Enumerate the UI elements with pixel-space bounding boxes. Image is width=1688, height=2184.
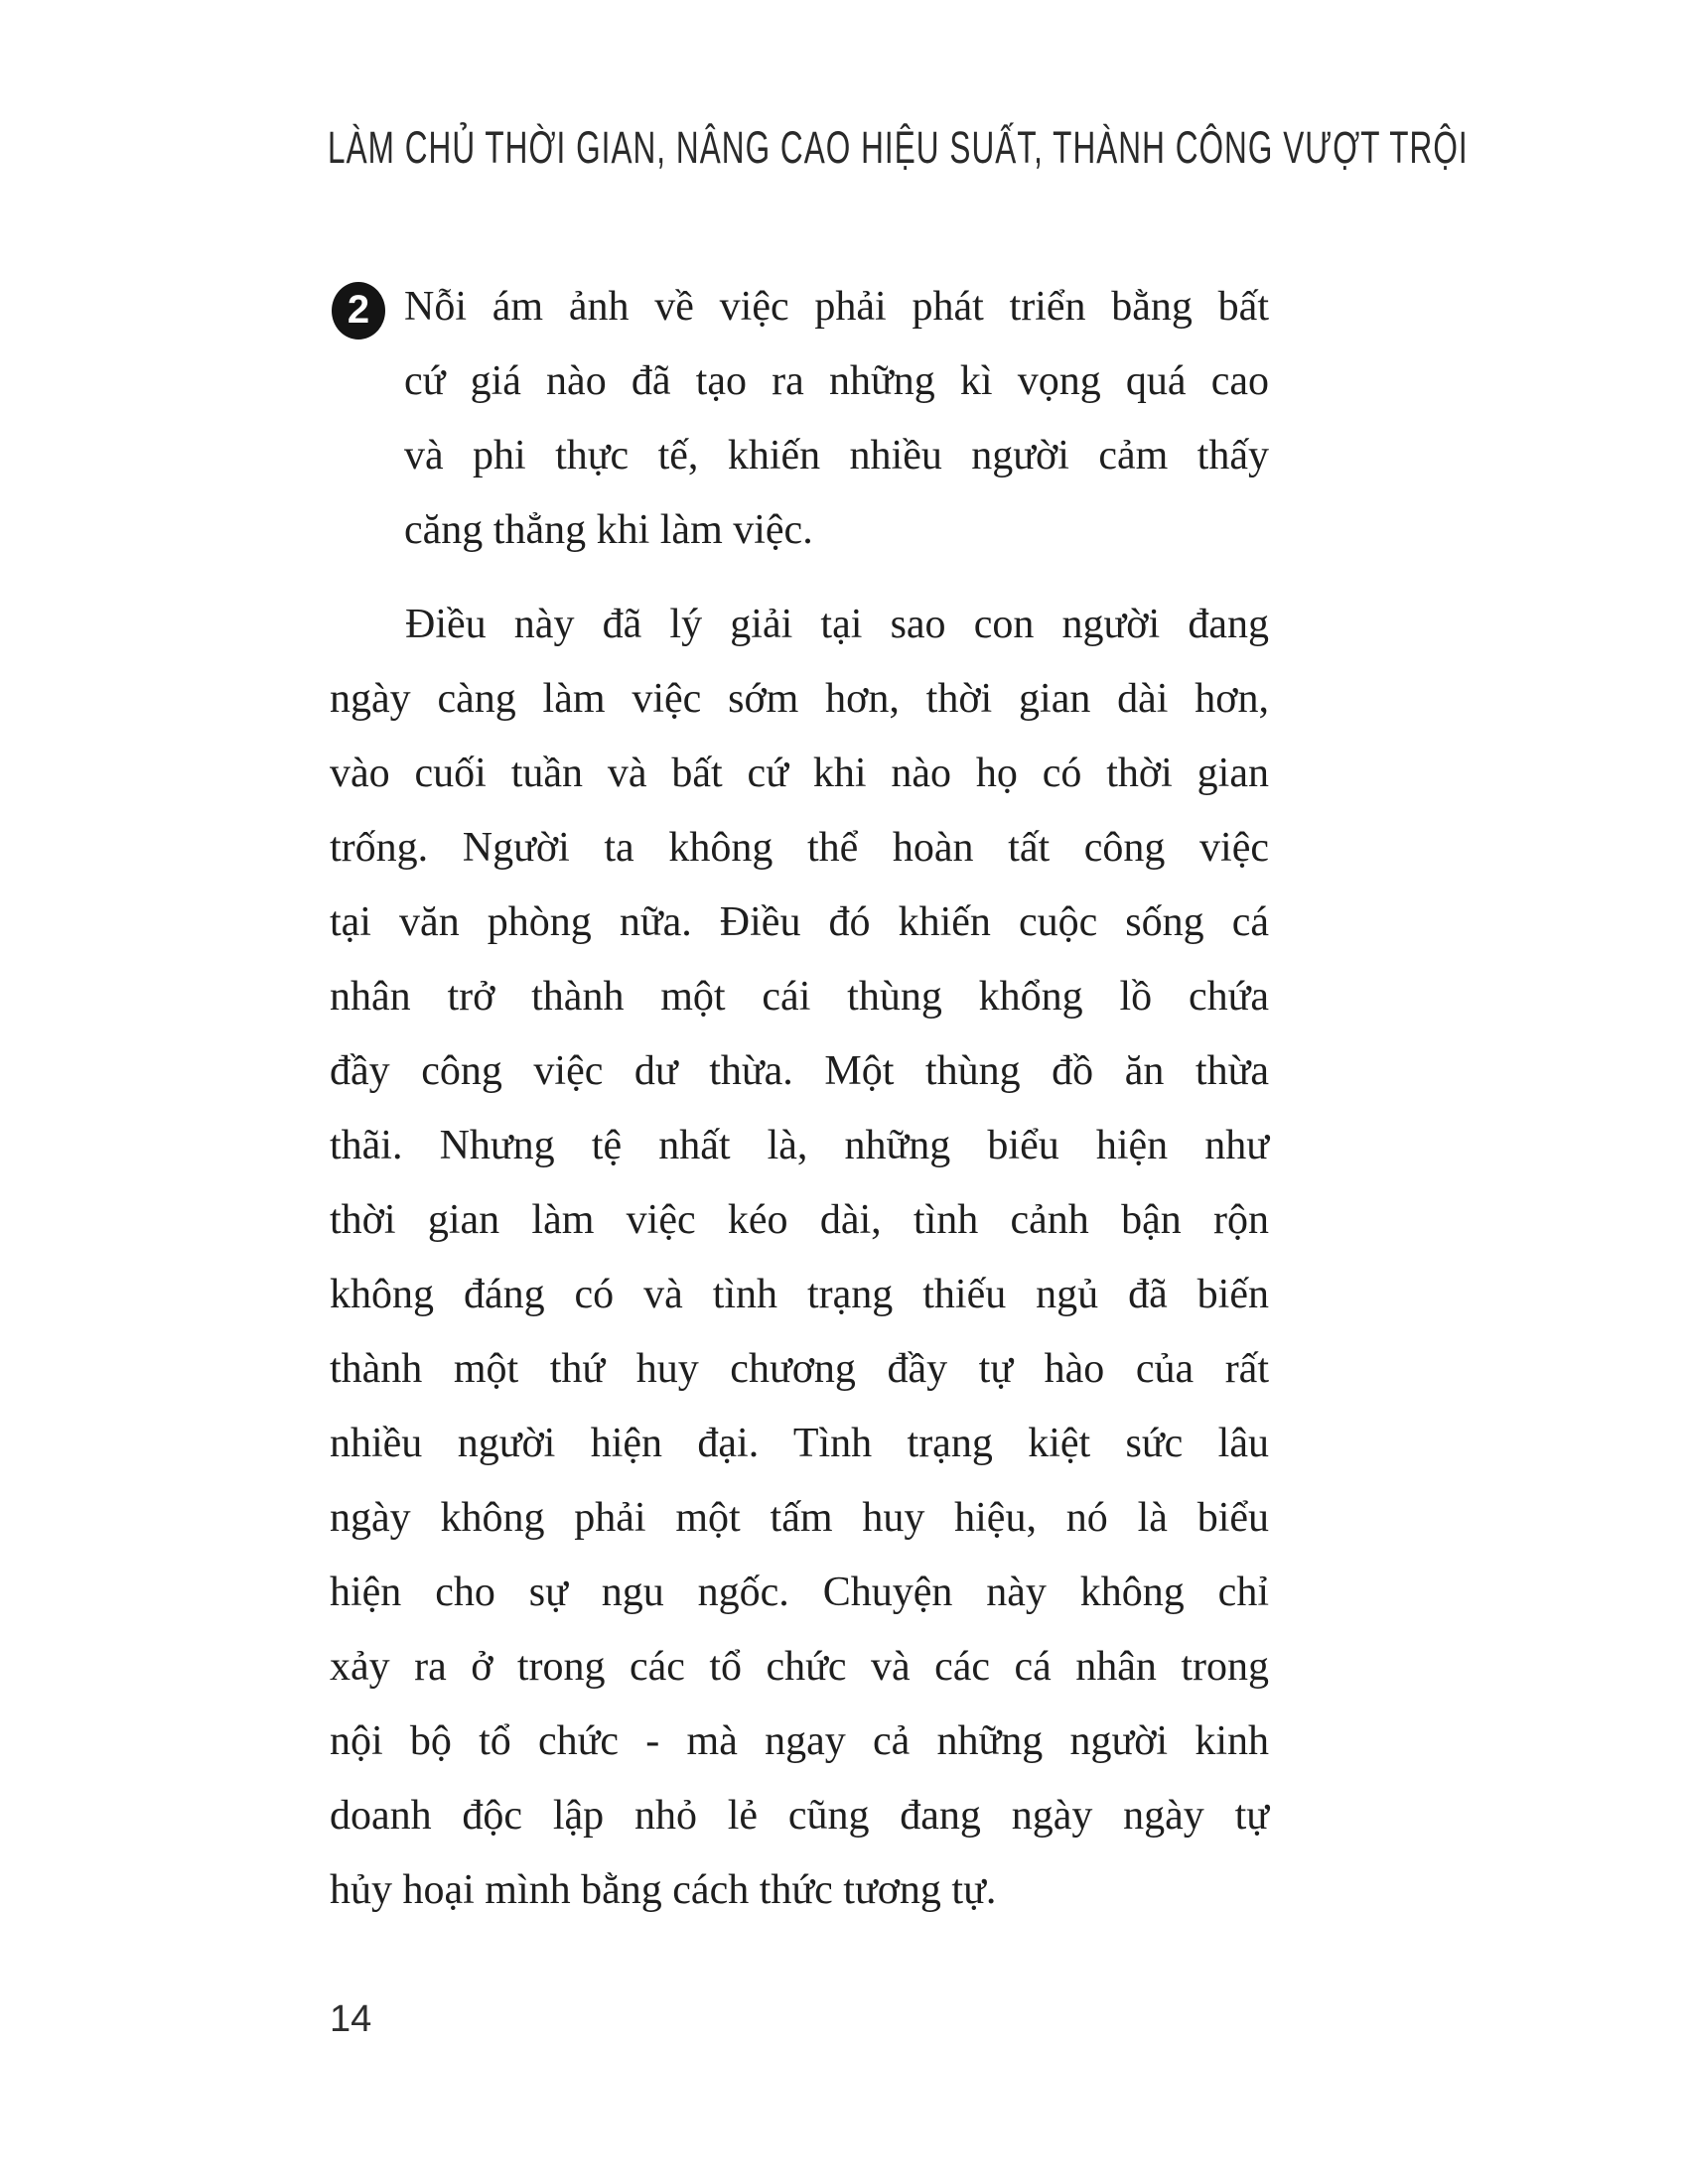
numbered-item-text xyxy=(404,270,1269,568)
paragraph-line: thời gian làm việc kéo dài, tình cảnh bận rộn xyxy=(330,1197,1269,1243)
paragraph-line: thãi. Nhưng tệ nhất là, những biểu hiện như xyxy=(330,1123,1269,1168)
paragraph-line: vào cuối tuần và bất cứ khi nào họ có thời gian xyxy=(330,751,1269,796)
running-head-text: LÀM CHỦ THỜI GIAN, NÂNG CAO HIỆU SUẤT, THÀNH CÔNG VƯỢT TRỘI xyxy=(328,122,1469,173)
paragraph-line: nhân trở thành một cái thùng khổng lồ chứa xyxy=(330,974,1269,1020)
paragraph-line: ngày không phải một tấm huy hiệu, nó là biểu xyxy=(330,1495,1269,1541)
item-line: căng thẳng khi làm việc. xyxy=(404,507,813,553)
paragraph-line: Điều này đã lý giải tại sao con người đang xyxy=(405,602,1269,647)
paragraph-line: nội bộ tổ chức - mà ngay cả những người kinh xyxy=(330,1718,1269,1764)
item-line: cứ giá nào đã tạo ra những kì vọng quá cao xyxy=(404,358,1269,404)
item-number-badge xyxy=(332,282,385,340)
paragraph-line: trống. Người ta không thể hoàn tất công việc xyxy=(330,825,1269,871)
paragraph-line: tại văn phòng nữa. Điều đó khiến cuộc sống cá xyxy=(330,899,1269,945)
paragraph-line: đầy công việc dư thừa. Một thùng đồ ăn thừa xyxy=(330,1048,1269,1094)
paragraph-line: nhiều người hiện đại. Tình trạng kiệt sức lâu xyxy=(330,1421,1269,1466)
item-line: Nỗi ám ảnh về việc phải phát triển bằng bất xyxy=(404,284,1269,330)
page-number: 14 xyxy=(330,1998,372,2040)
paragraph-line: ngày càng làm việc sớm hơn, thời gian dài hơn, xyxy=(330,676,1269,722)
paragraph-line: xảy ra ở trong các tổ chức và các cá nhân trong xyxy=(330,1644,1269,1690)
paragraph-line: hủy hoại mình bằng cách thức tương tự. xyxy=(330,1867,997,1913)
paragraph-line: doanh độc lập nhỏ lẻ cũng đang ngày ngày tự xyxy=(330,1793,1269,1839)
paragraph-line: không đáng có và tình trạng thiếu ngủ đã biến xyxy=(330,1272,1269,1317)
paragraph-line: hiện cho sự ngu ngốc. Chuyện này không chỉ xyxy=(330,1570,1269,1615)
body-paragraph xyxy=(330,588,1269,1928)
item-line: và phi thực tế, khiến nhiều người cảm thấy xyxy=(404,433,1269,478)
running-head xyxy=(328,122,1469,173)
paragraph-line: thành một thứ huy chương đầy tự hào của rất xyxy=(330,1346,1269,1392)
item-number: 2 xyxy=(347,288,370,332)
